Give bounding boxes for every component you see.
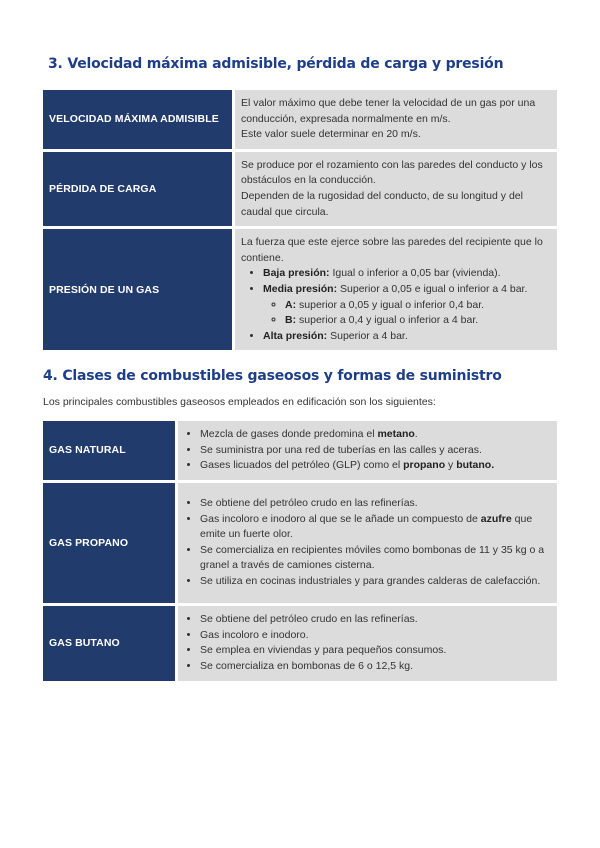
row-label-presion: PRESIÓN DE UN GAS [43, 228, 234, 352]
list-item: • Se obtiene del petróleo crudo en las refinerías. [200, 496, 549, 512]
row-desc-presion [234, 228, 558, 352]
row-desc-gas-natural [177, 421, 558, 481]
row-label-gas-propano: GAS PROPANO [43, 481, 177, 604]
section-4-heading: 4. Clases de combustibles gaseosos y formas de suministro [43, 368, 502, 384]
desc-text: Este valor suele determinar en 20 m/s. [241, 128, 421, 141]
list-item: • Mezcla de gases donde predomina el metano. [200, 427, 549, 443]
table-row [43, 150, 557, 227]
desc-text: La fuerza que este ejerce sobre las paredes del recipiente que lo contiene. [241, 236, 543, 264]
row-desc-gas-propano [177, 481, 558, 604]
row-desc-gas-butano [177, 604, 558, 682]
table-row [43, 90, 557, 150]
table-row [43, 228, 557, 352]
list-item: ◦ A: superior a 0,05 y igual o inferior 0,4 bar. [285, 298, 549, 314]
gas-natural-list [184, 427, 549, 474]
row-label-gas-natural: GAS NATURAL [43, 421, 177, 481]
list-item: • Se utiliza en cocinas industriales y para grandes calderas de calefacción. [200, 574, 549, 590]
pressure-sublist [263, 298, 549, 329]
list-item: • Se suministra por una red de tuberías en las calles y aceras. [200, 443, 549, 459]
section-3-table [43, 90, 557, 353]
list-item: • Gas incoloro e inodoro al que se le añade un compuesto de azufre que emite un fuerte olor. [200, 512, 549, 543]
list-item: • Alta presión: Superior a 4 bar. [263, 329, 549, 345]
list-item: • Se comercializa en recipientes móviles como bombonas de 11 y 35 kg o a granel a través de camiones cisterna. [200, 543, 549, 574]
row-desc-velocidad [234, 90, 558, 150]
pressure-list [241, 266, 549, 344]
list-item: • Gas incoloro e inodoro. [200, 628, 549, 644]
desc-text: Se produce por el rozamiento con las paredes del conducto y los obstáculos en la conducción. [241, 158, 543, 187]
table-row [43, 604, 557, 682]
table-row [43, 421, 557, 481]
row-desc-perdida [234, 150, 558, 227]
section-4-intro: Los principales combustibles gaseosos empleados en edificación son los siguientes: [43, 396, 436, 408]
row-label-velocidad: VELOCIDAD MÁXIMA ADMISIBLE [43, 90, 234, 150]
section-4-table [43, 421, 557, 684]
list-item: • Gases licuados del petróleo (GLP) como el propano y butano. [200, 458, 549, 474]
row-label-gas-butano: GAS BUTANO [43, 604, 177, 682]
list-item: • Media presión: Superior a 0,05 e igual o inferior a 4 bar. ◦ A: superior a 0,05 y igual o inferior 0,4 bar. ◦ B: superior a 0,4 y igual o inferior a 4 bar. [263, 282, 549, 329]
list-item: • Se emplea en viviendas y para pequeños consumos. [200, 643, 549, 659]
desc-text: El valor máximo que debe tener la velocidad de un gas por una conducción, expresada normalmente en m/s. [241, 97, 536, 125]
section-3-heading: 3. Velocidad máxima admisible, pérdida de carga y presión [48, 56, 504, 72]
gas-propano-list [184, 496, 549, 590]
list-item: • Se comercializa en bombonas de 6 o 12,5 kg. [200, 659, 549, 675]
row-label-perdida: PÉRDIDA DE CARGA [43, 150, 234, 227]
desc-text: Dependen de la rugosidad del conducto, de su longitud y del caudal que circula. [241, 189, 523, 218]
table-row [43, 481, 557, 604]
gas-butano-list [184, 612, 549, 674]
list-item: ◦ B: superior a 0,4 y igual o inferior a 4 bar. [285, 313, 549, 329]
list-item: • Se obtiene del petróleo crudo en las refinerías. [200, 612, 549, 628]
list-item: • Baja presión: Igual o inferior a 0,05 bar (vivienda). [263, 266, 549, 282]
